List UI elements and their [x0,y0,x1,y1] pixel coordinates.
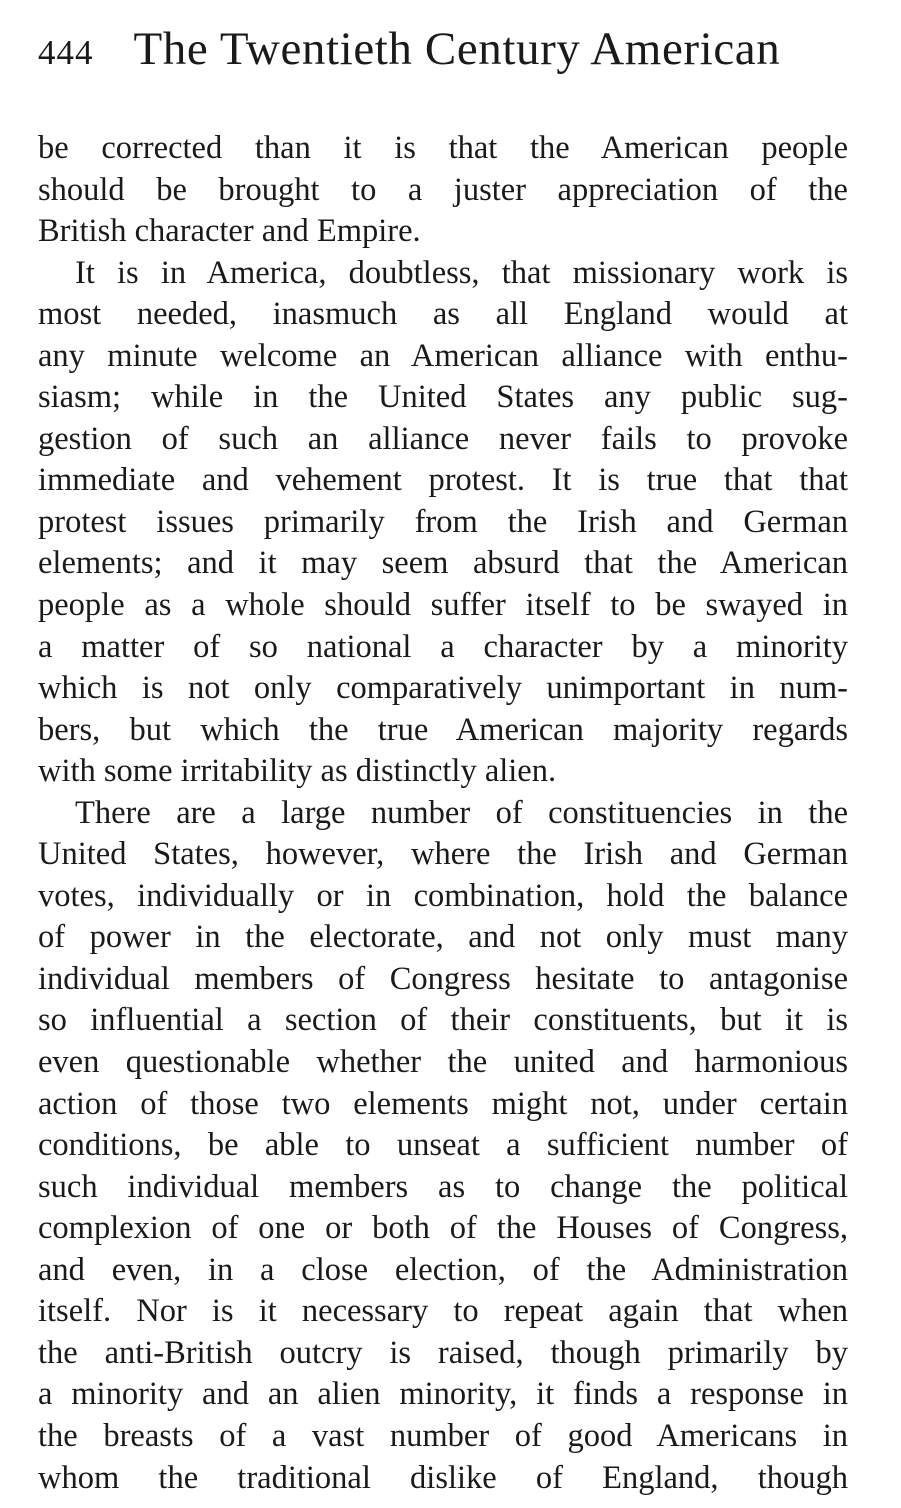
text-line: siasm; while in the United States any public sug- [38,379,848,416]
text-line: even questionable whether the united and harmonious [38,1044,848,1081]
text-line: should be brought to a juster appreciation of the [38,171,848,208]
text-line: votes, individually or in combination, hold the balance [38,877,848,914]
page-number: 444 [38,33,94,72]
text-line: protest issues primarily from the Irish and German [38,503,848,540]
text-line: such individual members as to change the political [38,1168,848,1205]
text-line: There are a large number of constituencies in the [75,794,848,831]
text-line: with some irritability as distinctly alien. [38,753,557,790]
text-line: people as a whole should suffer itself to be swayed in [38,587,848,624]
text-line: most needed, inasmuch as all England would at [38,296,848,333]
text-line: elements; and it may seem absurd that the American [38,545,848,582]
text-line: British character and Empire. [38,213,421,250]
text-line: be corrected than it is that the American people [38,130,848,166]
book-page [38,22,848,1499]
text-line: any minute welcome an American alliance with enthu- [38,337,848,374]
text-line: and even, in a close election, of the Administration [38,1251,848,1288]
text-line: United States, however, where the Irish and German [38,836,848,873]
running-header [38,22,848,84]
text-line: complexion of one or both of the Houses of Congress, [38,1210,848,1247]
text-line: individual members of Congress hesitate to antagonise [38,960,848,997]
body-text [38,128,848,1499]
text-line: conditions, be able to unseat a sufficient number of [38,1127,848,1164]
text-line: which is not only comparatively unimportant in num- [38,670,848,707]
text-line: gestion of such an alliance never fails to provoke [38,420,848,457]
text-line: itself. Nor is it necessary to repeat again that when [38,1293,848,1330]
text-line: a matter of so national a character by a minority [38,628,848,665]
text-line: the breasts of a vast number of good Americans in [38,1417,848,1454]
text-line: a minority and an alien minority, it finds a response in [38,1376,848,1413]
text-line: of power in the electorate, and not only must many [38,919,848,956]
text-line: It is in America, doubtless, that missionary work is [75,254,848,291]
text-line: immediate and vehement protest. It is true that that [38,462,848,499]
text-line: action of those two elements might not, under certain [38,1085,848,1122]
text-line: so influential a section of their constituents, but it is [38,1002,848,1039]
text-line: the anti-British outcry is raised, though primarily by [38,1334,848,1371]
text-line: whom the traditional dislike of England, though [38,1459,848,1496]
running-title: The Twentieth Century American [133,23,781,75]
text-line: bers, but which the true American majority regards [38,711,848,748]
